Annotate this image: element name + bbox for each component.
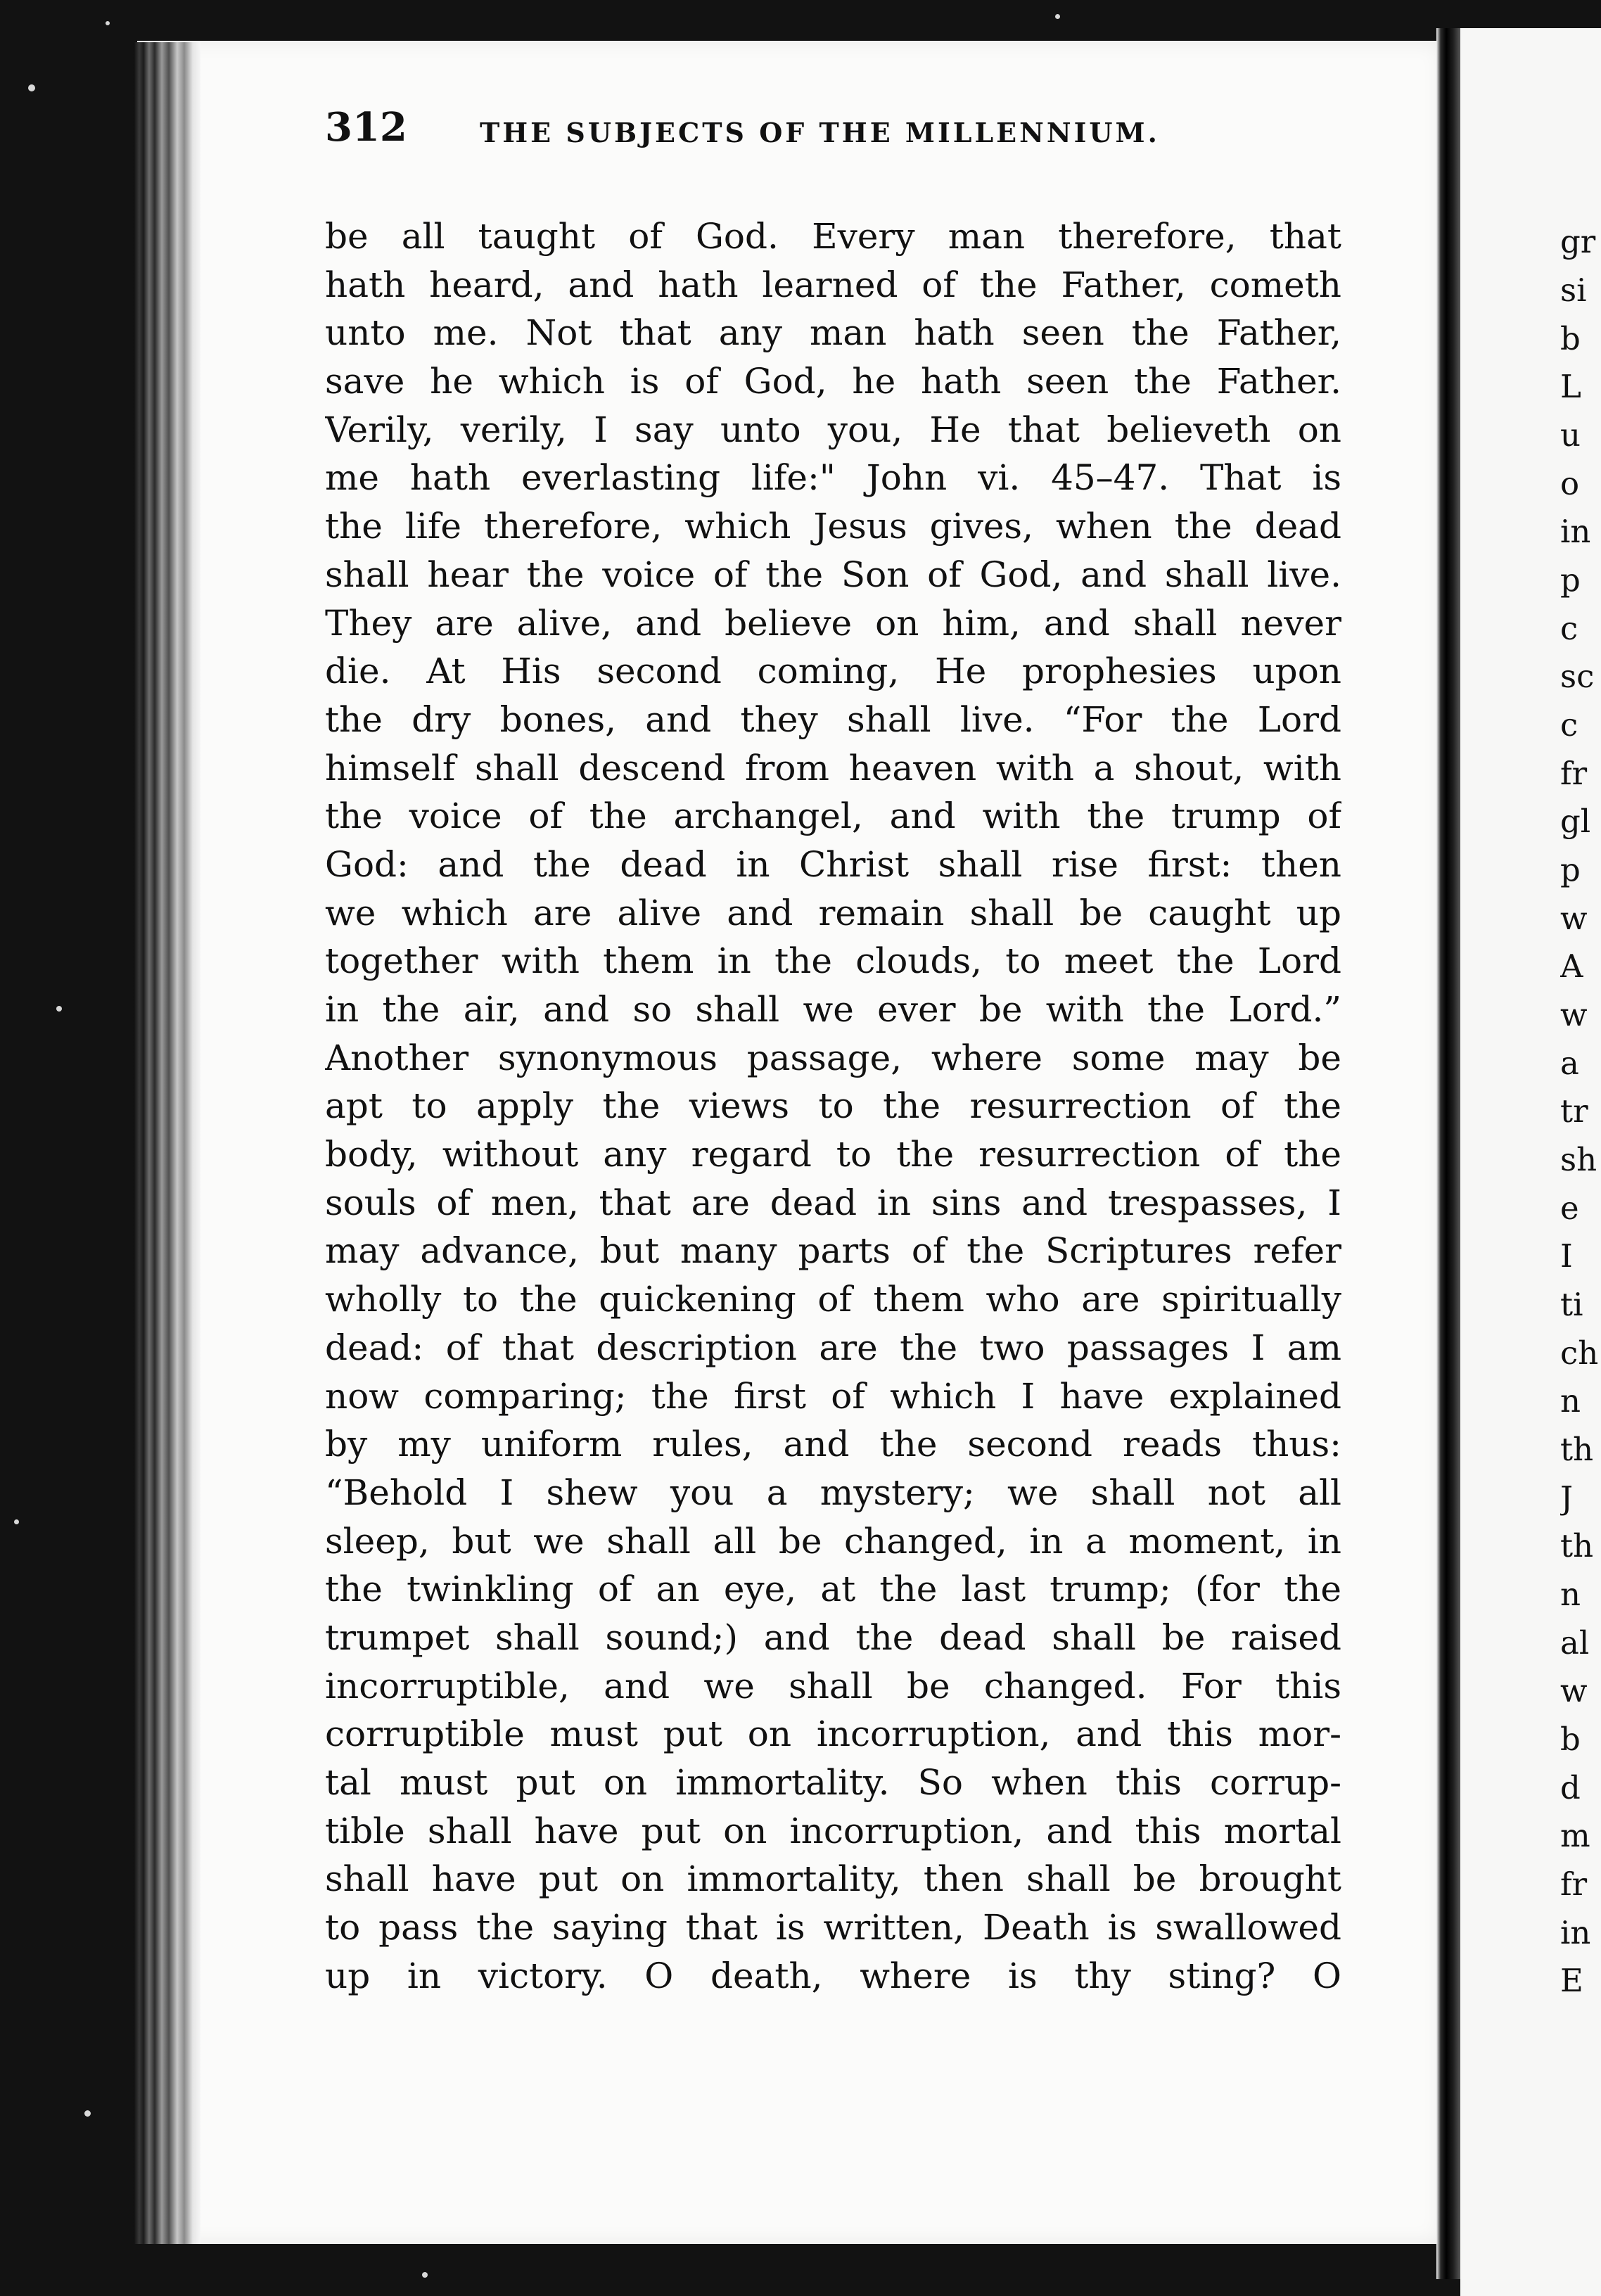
scan-speck — [56, 1006, 62, 1012]
facing-fragment: in — [1560, 513, 1591, 550]
text-line: incorruptible, and we shall be changed. For this — [325, 1665, 1341, 1707]
facing-fragment: J — [1560, 1479, 1574, 1517]
text-line: the life therefore, which Jesus gives, when the dead — [325, 506, 1341, 547]
text-line: tal must put on immortality. So when this corrup- — [325, 1762, 1341, 1803]
scan-speck — [14, 1519, 19, 1524]
facing-fragment: E — [1560, 1962, 1583, 1999]
text-line: we which are alive and remain shall be caught up — [325, 892, 1341, 933]
text-line: himself shall descend from heaven with a shout, with — [325, 747, 1341, 789]
text-line: Another synonymous passage, where some may be — [325, 1037, 1341, 1078]
text-line: shall hear the voice of the Son of God, and shall live. — [325, 554, 1341, 595]
facing-fragment: c — [1560, 706, 1578, 744]
text-line: be all taught of God. Every man therefore, that — [325, 216, 1341, 257]
facing-fragment: gr — [1560, 223, 1596, 260]
facing-fragment: u — [1560, 416, 1581, 454]
facing-fragment: in — [1560, 1914, 1591, 1951]
facing-fragment: I — [1560, 1237, 1573, 1275]
facing-fragment: tr — [1560, 1092, 1588, 1130]
text-line: body, without any regard to the resurrection of the — [325, 1134, 1341, 1175]
facing-fragment: A — [1560, 948, 1583, 985]
text-line: dead: of that description are the two passages I am — [325, 1327, 1341, 1368]
facing-fragment: ti — [1560, 1286, 1583, 1323]
text-line: wholly to the quickening of them who are spiritually — [325, 1279, 1341, 1320]
text-line: the dry bones, and they shall live. “For the Lord — [325, 699, 1341, 740]
facing-fragment: a — [1560, 1045, 1579, 1082]
text-line: the twinkling of an eye, at the last trump; (for the — [325, 1569, 1341, 1610]
facing-fragment: gl — [1560, 803, 1591, 840]
facing-fragment: L — [1560, 368, 1581, 405]
facing-fragment: si — [1560, 272, 1587, 309]
text-line: souls of men, that are dead in sins and trespasses, I — [325, 1182, 1341, 1223]
facing-fragment: fr — [1560, 755, 1588, 792]
text-line: “Behold I shew you a mystery; we shall not all — [325, 1472, 1341, 1513]
facing-fragment: sc — [1560, 658, 1595, 695]
facing-fragment: d — [1560, 1769, 1581, 1806]
text-line: unto me. Not that any man hath seen the Father, — [325, 312, 1341, 354]
facing-fragment: n — [1560, 1576, 1581, 1613]
text-line: shall have put on immortality, then shall be brought — [325, 1858, 1341, 1900]
text-line: now comparing; the first of which I have explained — [325, 1375, 1341, 1417]
facing-fragment: sh — [1560, 1141, 1597, 1178]
text-line: by my uniform rules, and the second reads thus: — [325, 1424, 1341, 1465]
facing-fragment: p — [1560, 851, 1581, 888]
facing-fragment: ch — [1560, 1334, 1599, 1372]
text-line: me hath everlasting life:" John vi. 45–47. That is — [325, 457, 1341, 499]
text-line: may advance, but many parts of the Scriptures refer — [325, 1230, 1341, 1272]
facing-fragment: o — [1560, 465, 1580, 502]
book-spine-shadow — [1436, 28, 1460, 2279]
text-line: God: and the dead in Christ shall rise first: then — [325, 843, 1341, 885]
text-line: save he which is of God, he hath seen the Father. — [325, 361, 1341, 402]
text-line: corruptible must put on incorruption, and this mor- — [325, 1714, 1341, 1755]
text-line: hath heard, and hath learned of the Father, cometh — [325, 264, 1341, 305]
facing-fragment: th — [1560, 1527, 1594, 1564]
facing-fragment: fr — [1560, 1866, 1588, 1903]
page-header — [325, 104, 1338, 160]
text-line: in the air, and so shall we ever be with the Lord.” — [325, 989, 1341, 1030]
text-line: together with them in the clouds, to meet the Lord — [325, 940, 1341, 982]
page-gutter-edge — [134, 42, 200, 2244]
page-number: 312 — [325, 104, 407, 151]
facing-fragment: m — [1560, 1817, 1590, 1854]
running-head: THE SUBJECTS OF THE MILLENNIUM. — [480, 117, 1160, 148]
facing-fragment: w — [1560, 1672, 1588, 1709]
text-line: trumpet shall sound;) and the dead shall be raised — [325, 1616, 1341, 1658]
facing-fragment: w — [1560, 996, 1588, 1033]
scan-speck — [28, 84, 35, 91]
text-line: tible shall have put on incorruption, and this mortal — [325, 1810, 1341, 1851]
scan-speck — [84, 2110, 91, 2117]
facing-fragment: c — [1560, 610, 1578, 647]
scan-speck — [1055, 14, 1060, 19]
text-line: the voice of the archangel, and with the trump of — [325, 796, 1341, 837]
text-line: They are alive, and believe on him, and shall never — [325, 602, 1341, 644]
text-line: Verily, verily, I say unto you, He that believeth on — [325, 409, 1341, 450]
text-line: up in victory. O death, where is thy sting? O — [325, 1955, 1341, 1996]
text-line: to pass the saying that is written, Death is swallowed — [325, 1907, 1341, 1949]
scan-speck — [106, 21, 110, 25]
text-line: sleep, but we shall all be changed, in a moment, in — [325, 1520, 1341, 1562]
facing-fragment: p — [1560, 561, 1581, 599]
facing-fragment: n — [1560, 1382, 1581, 1420]
facing-fragment: w — [1560, 900, 1588, 937]
facing-fragment: al — [1560, 1624, 1590, 1662]
body-text — [325, 212, 1341, 2000]
facing-fragment: b — [1560, 320, 1581, 357]
facing-fragment: e — [1560, 1190, 1579, 1227]
text-line: die. At His second coming, He prophesies upon — [325, 651, 1341, 692]
text-line: apt to apply the views to the resurrection of the — [325, 1085, 1341, 1127]
scan-speck — [422, 2272, 428, 2278]
facing-fragment: th — [1560, 1431, 1594, 1468]
facing-fragment: b — [1560, 1721, 1581, 1758]
